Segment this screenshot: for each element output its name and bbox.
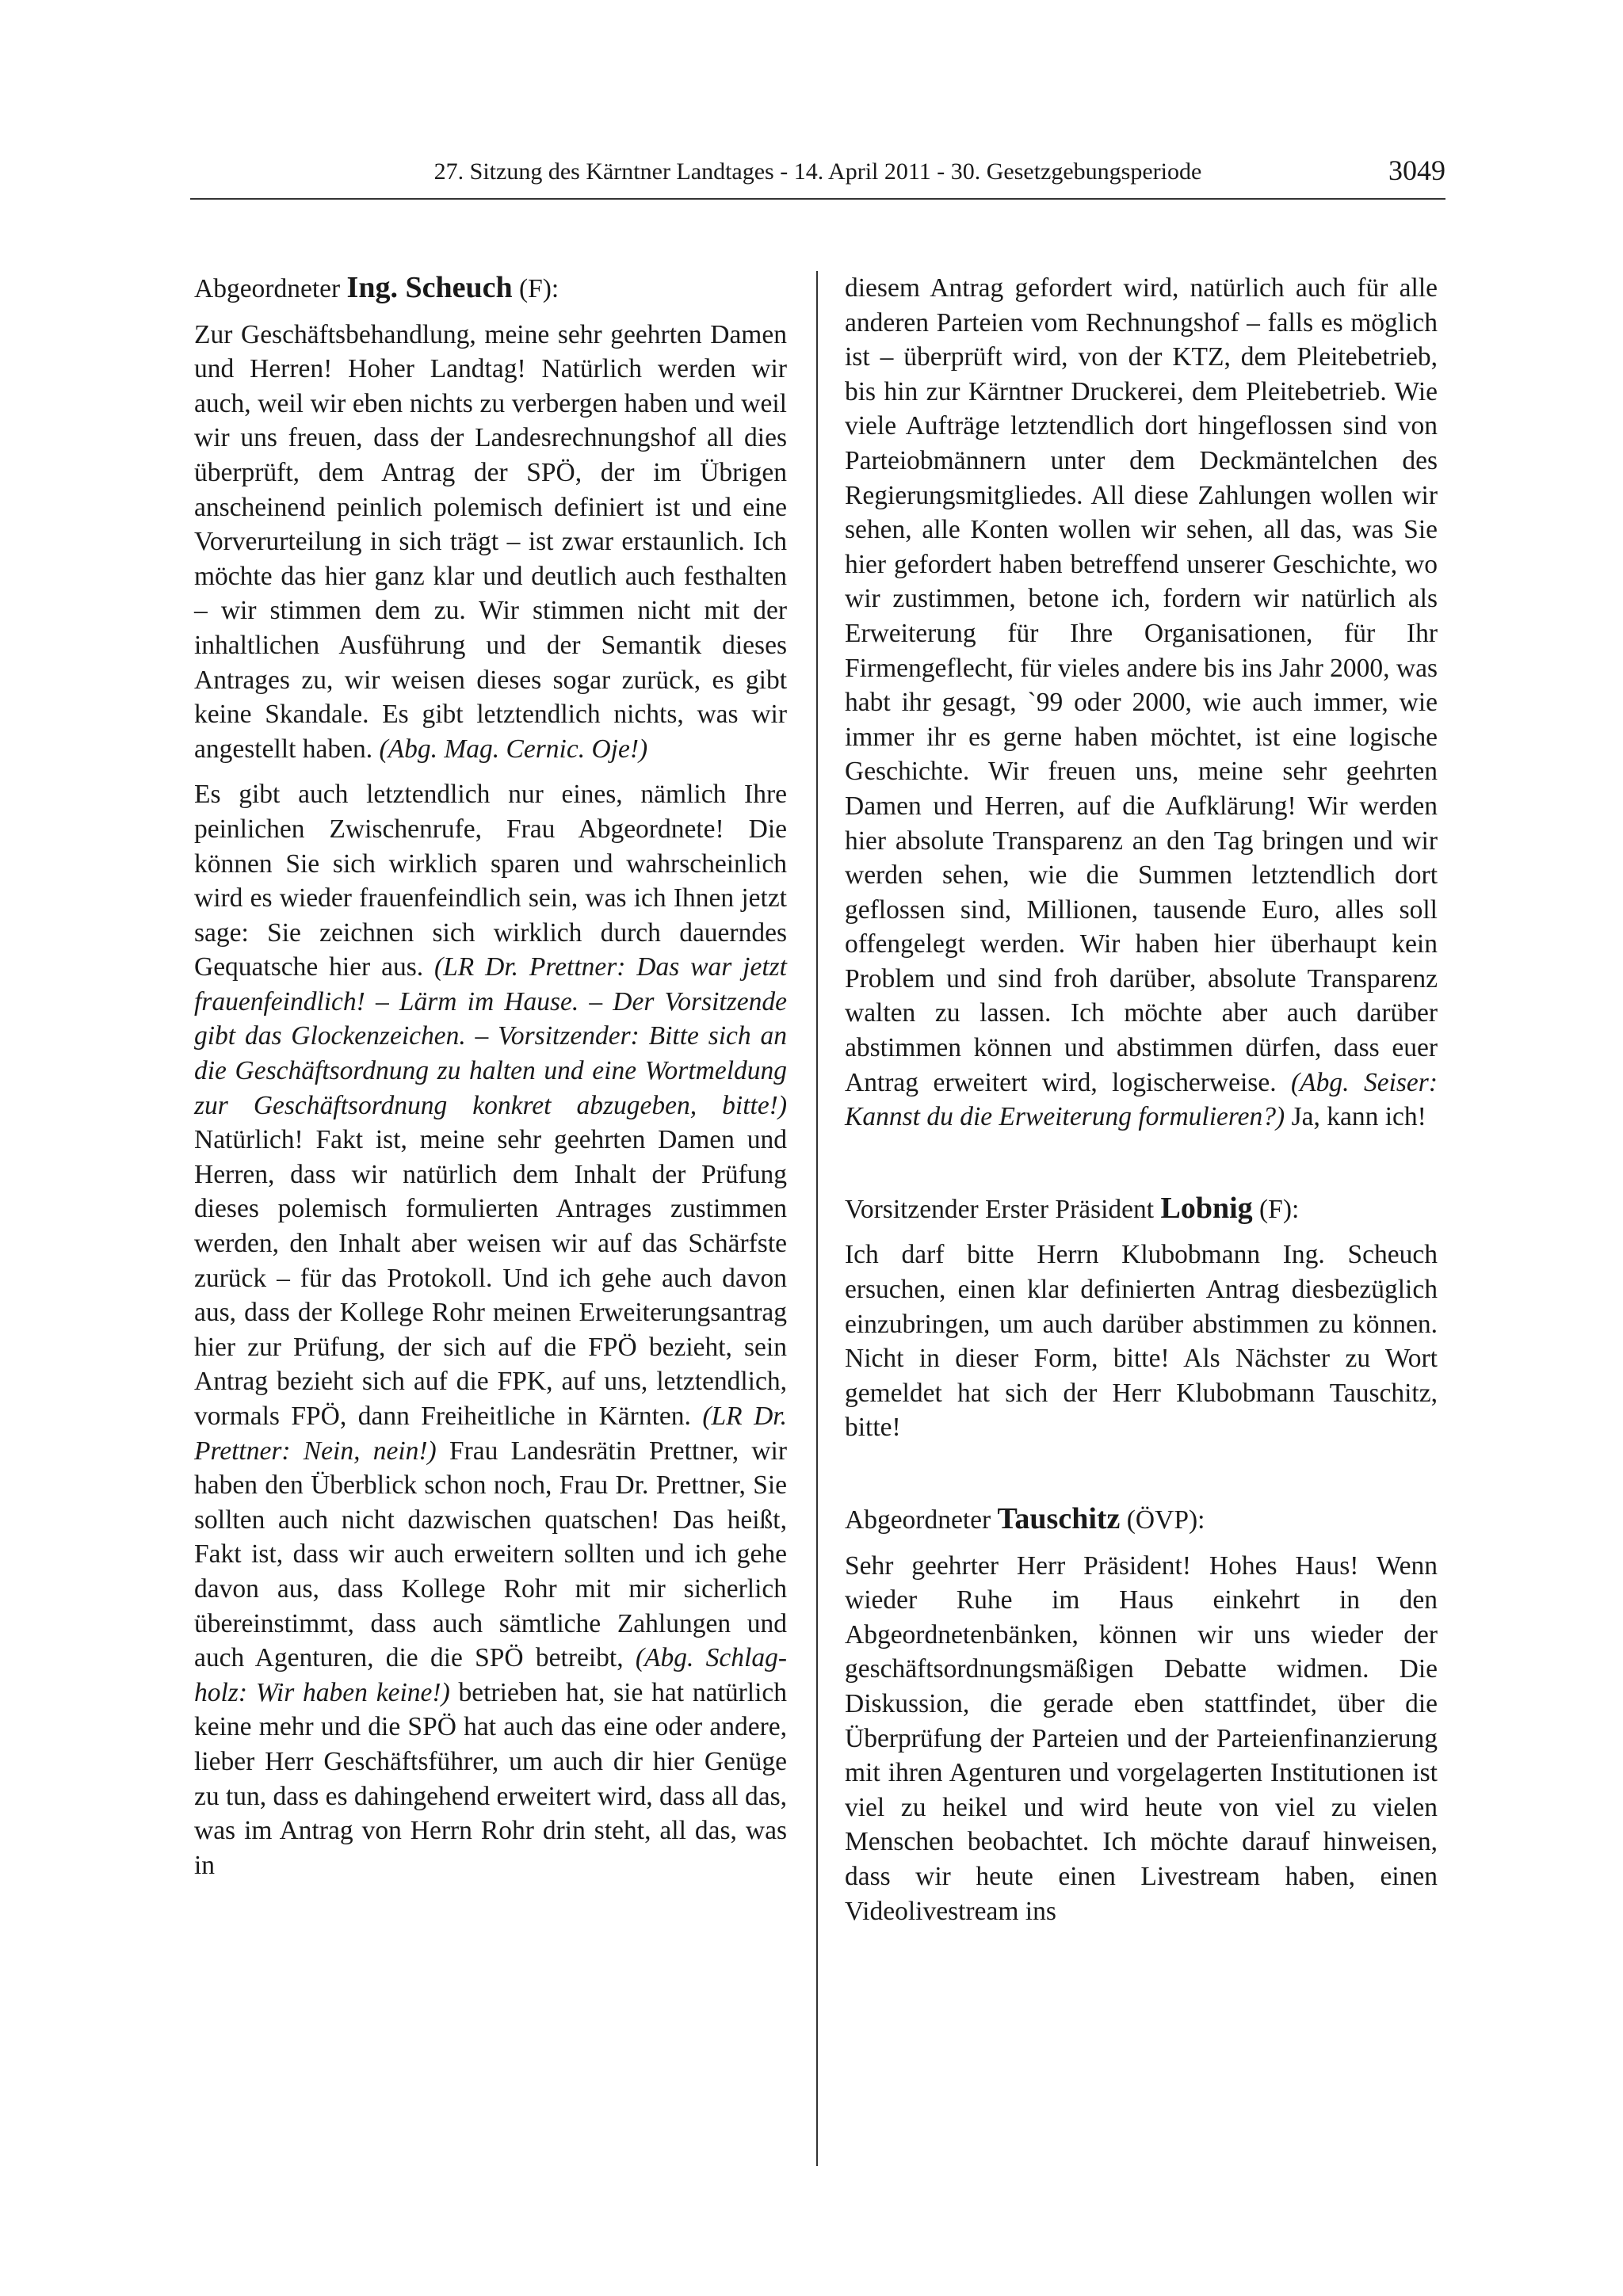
speech-paragraph bbox=[845, 1549, 1438, 1929]
header-title: 27. Sitzung des Kärntner Landtages - 14. April 2011 - 30. Gesetzgebungsperiode bbox=[433, 158, 1202, 185]
column-divider bbox=[816, 271, 818, 2166]
speech-text: Ich darf bitte Herrn Klubobmann Ing. Scheuch ersuchen, einen klar definierten Antrag diesbezüglich einzubringen, um auch darüber abstimmen zu können. Nicht in dieser Form, bitte! Als Nächster zu Wort gemeldet hat sich der Herr Klubobmann Tauschitz, bitte! bbox=[845, 1240, 1438, 1443]
speech-text: betrieben hat, sie hat natürlich keine mehr und die SPÖ hat auch das eine oder andere, lieber Herr Geschäftsführer, um auch dir hier Genüge zu tun, dass es dahingehend erweitert wird, dass all das, was im Antrag von Herrn Rohr drin steht, all das, was in bbox=[194, 1677, 787, 1880]
page-number: 3049 bbox=[1388, 154, 1445, 186]
speech-paragraph bbox=[845, 1238, 1438, 1445]
speech-paragraph bbox=[845, 271, 1438, 1135]
right-column bbox=[845, 271, 1438, 1939]
interjection: (Abg. Mag. Cernic. Oje!) bbox=[379, 734, 648, 764]
speech-paragraph bbox=[194, 318, 787, 767]
speech-text: diesem Antrag gefordert wird, natürlich auch für alle anderen Parteien vom Rechnungshof – falls es möglich ist – überprüft wird, von der KTZ, dem Pleitebetrieb, bis hin zur Kärntner Druckerei, dem Pleitebetrieb. Wie viele Aufträge letztendlich dort hingeflossen sind von Parteiobmännern unter dem Deckmäntelchen des Regierungsmitgliedes. All diese Zahlungen wollen wir sehen, alle Konten wollen wir sehen, all das, was Sie hier gefordert haben betreffend unserer Geschichte, wo wir zustimmen, betone ich, fordern wir natürlich als Erweiterung für Ihre Organisationen, für Ihr Firmengeflecht, für vieles andere bis ins Jahr 2000, was habt ihr gesagt, `99 oder 2000, wie auch immer, wie immer ihr es gerne haben möchtet, ist eine logische Geschichte. Wir freuen uns, meine sehr geehrten Damen und Herren, auf die Aufklärung! Wir werden hier absolute Transparenz an den Tag bringen und wir werden sehen, wie die Summen letztendlich dort geflossen sind, Millionen, tausende Euro, alles soll offengelegt werden. Wir haben hier überhaupt kein Problem und sind froh darüber, absolute Transparenz walten zu lassen. Ich möchte aber auch darüber abstimmen können und abstimmen dürfen, dass euer Antrag erweitert wird, logischerweise. bbox=[845, 273, 1438, 1097]
speech-text: Zur Geschäftsbehandlung, meine sehr geehrten Damen und Herren! Hoher Landtag! Natürlich werden wir auch, weil wir eben nichts zu verbergen haben und weil wir uns freuen, dass der Landesrechnungshof all dies überprüft, dem Antrag der SPÖ, der im Übrigen anscheinend peinlich polemisch definiert ist und eine Vorverurteilung in sich trägt – ist zwar erstaunlich. Ich möchte das hier ganz klar und deutlich auch festhalten – wir stimmen dem zu. Wir stimmen nicht mit der inhaltlichen Ausführung und der Semantik dieses Antrages zu, wir weisen dieses sogar zurück, es gibt keine Skandale. Es gibt letztendlich nichts, was wir angestellt haben. bbox=[194, 319, 787, 764]
speaker-party: (ÖVP): bbox=[1120, 1505, 1205, 1535]
speaker-name: Lobnig bbox=[1160, 1191, 1253, 1225]
left-column bbox=[194, 271, 787, 1894]
speech-text: Sehr geehrter Herr Präsident! Hohes Haus! Wenn wieder Ruhe im Haus einkehrt in den Abgeordnetenbänken, können wir uns wieder der geschäftsordnungsmäßigen Debatte widmen. Die Diskussion, die gerade eben stattfindet, über die Überprüfung der Parteien und der Parteienfinanzierung mit ihren Agenturen und vorgelagerten Institutionen ist viel zu heikel und wird heute von viel zu vielen Menschen beobachtet. Ich möchte darauf hinweisen, dass wir heute einen Livestream haben, einen Videolivestream ins bbox=[845, 1550, 1438, 1926]
speaker-name: Tauschitz bbox=[997, 1502, 1121, 1535]
speaker-heading-lobnig bbox=[845, 1192, 1438, 1227]
speaker-role: Abgeordneter bbox=[845, 1505, 998, 1535]
speech-text: Es gibt auch letztendlich nur eines, nämlich Ihre peinlichen Zwischenrufe, Frau Abgeordnete! Die können Sie sich wirklich sparen und wahrscheinlich wird es wieder frauenfeindlich sein, was ich Ihnen jetzt sage: Sie zeichnen sich wirklich durch dauerndes Gequatsche hier aus. bbox=[194, 780, 787, 982]
speaker-role: Abgeordneter bbox=[194, 274, 347, 303]
speaker-party: (F): bbox=[512, 274, 559, 303]
speech-text: Natürlich! Fakt ist, meine sehr geehrten Damen und Herren, dass wir natürlich dem Inhalt der Prüfung dieses polemisch formulierten Antrages zustimmen werden, den Inhalt aber weisen wir auf das Schärfste zurück – für das Protokoll. Und ich gehe auch davon aus, dass der Kollege Rohr meinen Erweiterungsantrag hier zur Prüfung, der sich auf die FPÖ bezieht, sein Antrag bezieht sich auf die FPK, auf uns, letztendlich, vormals FPÖ, dann Freiheitliche in Kärnten. bbox=[194, 1125, 787, 1431]
speaker-role: Vorsitzender Erster Präsident bbox=[845, 1194, 1161, 1224]
interjection: (Abg. Schlagholz: Wir haben keine!) bbox=[194, 1643, 788, 1707]
page-header bbox=[190, 155, 1445, 200]
interjection: (LR Dr. Prettner: Das war jetzt frauenfeindlich! – Lärm im Hause. – Der Vorsitzende gibt das Glockenzeichen. – Vorsitzender: Bitte sich an die Geschäftsordnung zu halten und eine Wortmeldung zur Geschäftsordnung konkret abzugeben, bitte!) bbox=[194, 952, 787, 1120]
speaker-name: Ing. Scheuch bbox=[346, 271, 513, 304]
speaker-party: (F): bbox=[1252, 1194, 1300, 1224]
speech-paragraph bbox=[194, 777, 787, 1882]
speaker-heading-scheuch bbox=[194, 271, 787, 307]
speech-text: Ja, kann ich! bbox=[1285, 1102, 1426, 1132]
speaker-heading-tauschitz bbox=[845, 1502, 1438, 1538]
interjection: (LR Dr. Prettner: Nein, nein!) bbox=[194, 1402, 787, 1466]
interjection: (Abg. Seiser: Kannst du die Erweiterung formulieren?) bbox=[845, 1067, 1438, 1132]
speech-text: Frau Landesrätin Prettner, wir haben den Überblick schon noch, Frau Dr. Prettner, Sie sollten auch nicht dazwischen quatschen! Das heißt, Fakt ist, dass wir auch erweitern sollten und ich gehe davon aus, dass Kollege Rohr mit mir sicherlich übereinstimmt, dass auch sämtliche Zahlungen und auch Agenturen, die die SPÖ betreibt, bbox=[194, 1436, 787, 1673]
